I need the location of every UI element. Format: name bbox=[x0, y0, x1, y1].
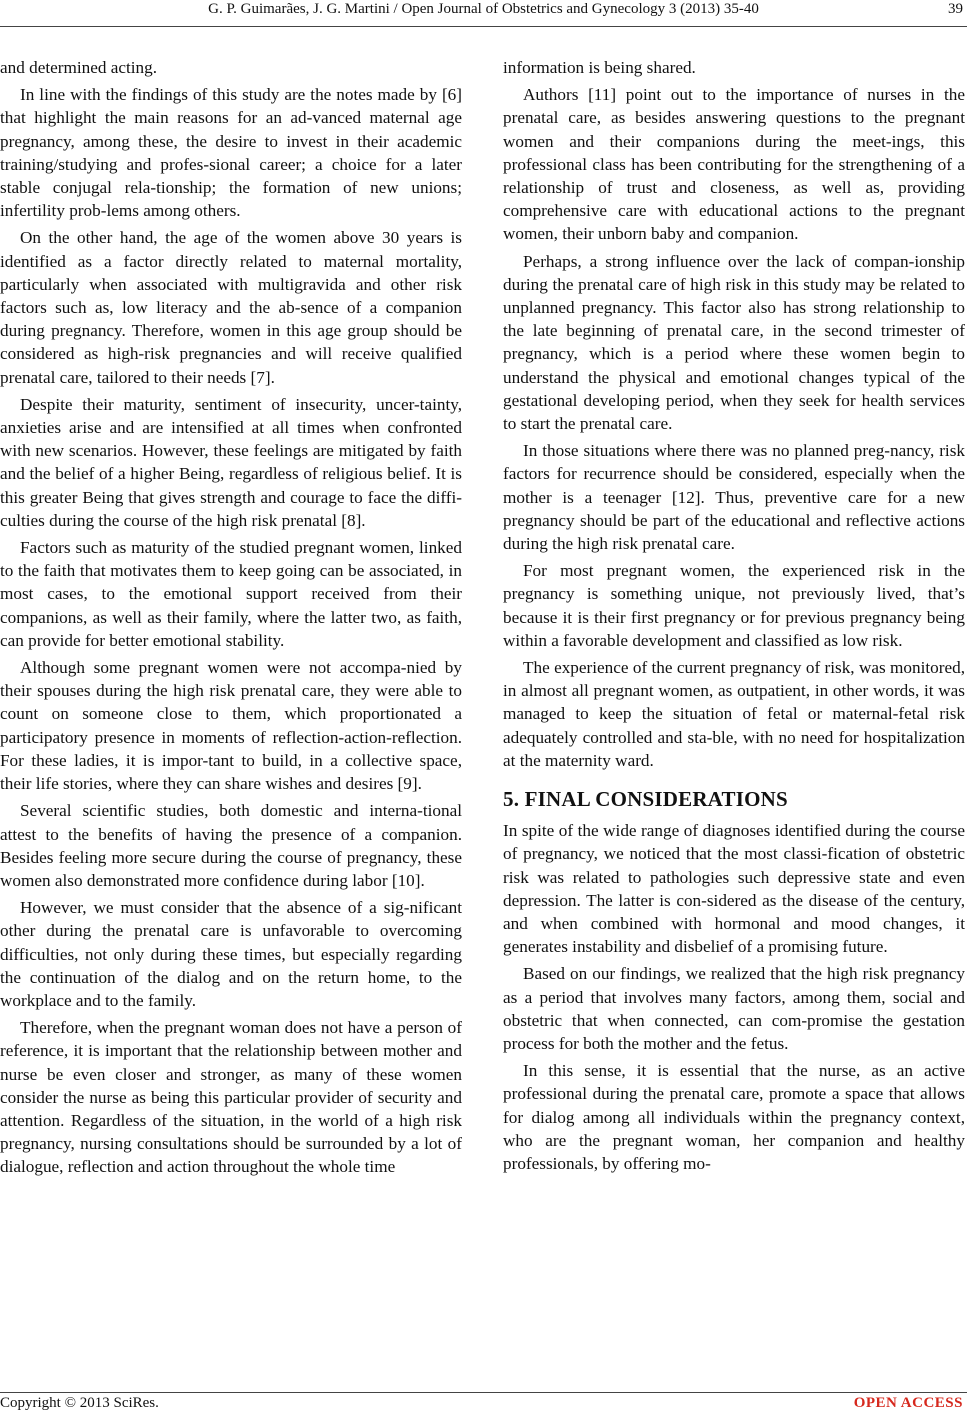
left-column bbox=[0, 56, 462, 1183]
paragraph: and determined acting. bbox=[0, 58, 158, 77]
paragraph: Based on our findings, we realized that the high risk pregnancy as a period that involves many factors, among them, social and obstetric that when connected, can com-promise the gestation process for both the mother and the fetus. bbox=[503, 964, 965, 1053]
paragraph: Perhaps, a strong influence over the lack of compan-ionship during the prenatal care of high risk in this study may be related to unplanned pregnancy. This factor also has strong relationship to the late beginning of prenatal care, in the second trimester of pregnancy, which is a period where these women begin to understand the physical and emotional changes typical of the gestational developing period, when they seek for health services to start the prenatal care. bbox=[503, 251, 965, 434]
paragraph: On the other hand, the age of the women above 30 years is identified as a factor directly related to maternal mortality, particularly when associated with multigravida and other risk factors such as, low literacy and the ab-sence of a companion during pregnancy. Therefore, women in this age group should be considered as high-risk pregnancies and will receive qualified prenatal care, tailored to their needs [7]. bbox=[0, 228, 462, 387]
paragraph: Although some pregnant women were not accompa-nied by their spouses during the high risk prenatal care, they were able to count on someone close to them, which proportionated a participatory presence in moments of reflection-action-reflection. For these ladies, it is impor-tant to build, in a collective space, their life stories, where they can share wishes and desires [9]. bbox=[0, 658, 462, 794]
paragraph: Factors such as maturity of the studied pregnant women, linked to the faith that motivates them to keep going can be associated, in most cases, to the emotional support received from their companions, as well as their family, where the latter two, as faith, can provide for better emotional stability. bbox=[0, 538, 462, 650]
paragraph: However, we must consider that the absence of a sig-nificant other during the prenatal care is unfavorable to overcoming difficulties, not only during these times, but especially regarding the continuation of the dialog and on the return home, to the workplace and to the family. bbox=[0, 898, 462, 1010]
running-header-title: G. P. Guimarães, J. G. Martini / Open Journal of Obstetrics and Gynecology 3 (2013) 35-40 bbox=[208, 1, 759, 17]
page-number: 39 bbox=[948, 1, 963, 17]
paragraph: In those situations where there was no planned preg-nancy, risk factors for recurrence should be considered, especially when the mother is a teenager [12]. Thus, preventive care for a new pregnancy should be part of the educational and reflective actions during the high risk prenatal care. bbox=[503, 441, 965, 554]
footer-rule bbox=[0, 1392, 967, 1393]
copyright-notice: Copyright © 2013 SciRes. bbox=[0, 1395, 159, 1411]
paragraph: Therefore, when the pregnant woman does not have a person of reference, it is important that the relationship between mother and nurse be even closer and stronger, as many of these women consider the nurse as being this particular provider of security and attention. Regardless of the situation, in the world of a high risk pregnancy, nursing consultations should be surrounded by a lot of dialogue, reflection and action throughout the whole time bbox=[0, 1018, 462, 1177]
paragraph: In this sense, it is essential that the nurse, as an active professional during the prenatal care, promote a space that allows for dialog among all individuals within the pregnancy context, who are the pregnant woman, her companion and healthy professionals, by offering mo- bbox=[503, 1061, 965, 1173]
header-rule bbox=[0, 26, 967, 27]
paragraph: Several scientific studies, both domestic and interna-tional attest to the benefits of having the presence of a companion. Besides feeling more secure during the course of pregnancy, these women also demonstrated more confidence during labor [10]. bbox=[0, 801, 462, 890]
paragraph: In spite of the wide range of diagnoses identified during the course of pregnancy, we noticed that the most classi-fication of obstetric risk was related to pathologies such depressive state and even depression. The latter is con-sidered as the disease of the century, and when combined with hormonal and mood changes, it generates instability and disbelief of a promising future. bbox=[503, 821, 965, 957]
paragraph: Despite their maturity, sentiment of insecurity, uncer-tainty, anxieties arise and are intensified at all times when confronted with new scenarios. However, these feelings are mitigated by faith and the belief of a higher Being, regardless of religious belief. It is this greater Being that gives strength and courage to face the diffi-culties during the course of the high risk prenatal [8]. bbox=[0, 394, 462, 530]
paragraph: Authors [11] point out to the importance of nurses in the prenatal care, as besides answering questions to the pregnant women and their companions during the meet-ings, this professional class has been contributing for the strengthening of a relationship of trust and closeness, as well as, providing comprehensive care with educational actions to the pregnant women, their unborn baby and companion. bbox=[503, 85, 965, 244]
open-access-label: OPEN ACCESS bbox=[853, 1395, 963, 1411]
right-column bbox=[503, 56, 965, 1179]
running-header bbox=[0, 0, 967, 26]
section-heading: 5. FINAL CONSIDERATIONS bbox=[503, 787, 788, 812]
paragraph: The experience of the current pregnancy of risk, was monitored, in almost all pregnant women, as outpatient, in other words, it was managed to keep the situation of fetal or maternal-fetal risk adequately controlled and sta-ble, with no need for hospitalization at the maternity ward. bbox=[503, 658, 965, 770]
paragraph: In line with the findings of this study are the notes made by [6] that highlight the main reasons for an ad-vanced maternal age pregnancy, among these, the desire to invest in their academic training/studying and profes-sional career; a choice for a later stable conjugal rela-tionship; the formation of new unions; infertility prob-lems among others. bbox=[0, 85, 462, 221]
paragraph: information is being shared. bbox=[503, 58, 696, 77]
paragraph: For most pregnant women, the experienced risk in the pregnancy is something unique, not previously lived, that’s because it is their first pregnancy or for previous pregnancy being within a favorable development and classified as low risk. bbox=[503, 561, 965, 650]
